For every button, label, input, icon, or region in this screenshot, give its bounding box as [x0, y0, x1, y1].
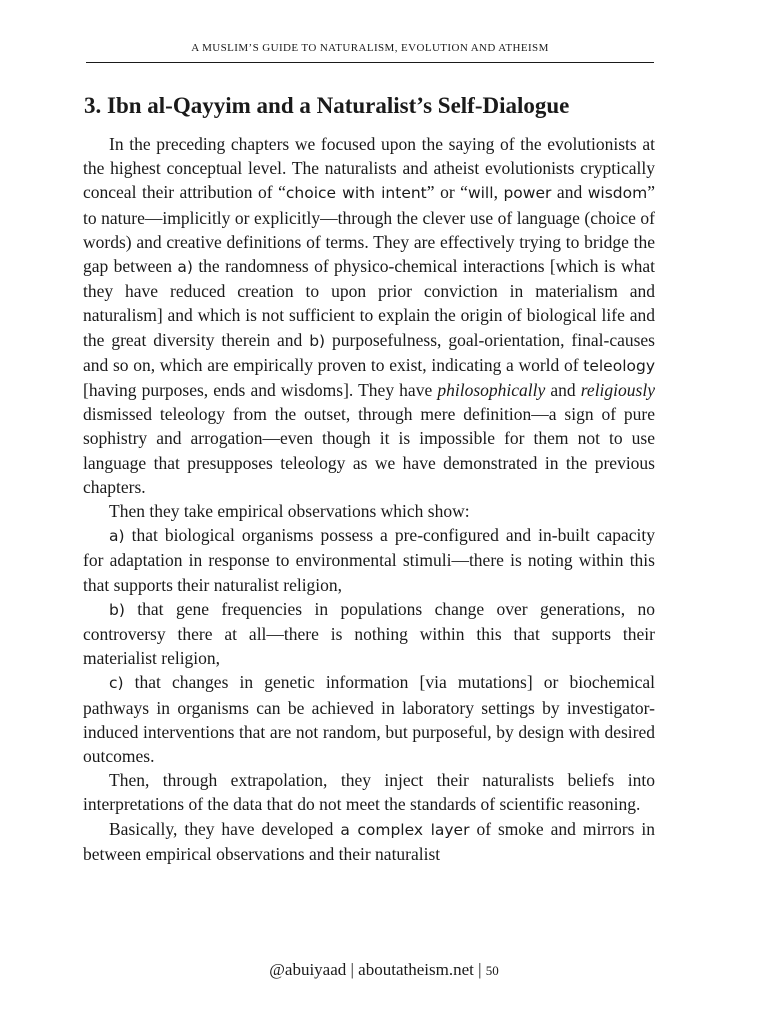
text-run: that biological organisms possess a pre-configured and in-built capacity for adaptation in response to environmental stimuli—there is noting within this that supports their naturalist religion,: [83, 525, 655, 595]
paragraph-7: [83, 817, 655, 866]
footer-handle: @abuiyaad: [269, 960, 347, 979]
header-rule: [86, 62, 654, 63]
list-item-b: [83, 597, 655, 671]
text-run: [having purposes, ends and wisdoms]. They have: [83, 380, 438, 401]
italic-text: philosophically: [437, 380, 546, 401]
text-run: that changes in genetic information [via mutations] or biochemical pathways in organisms can be achieved in laboratory settings by investigator-induced interventions that are not random, but purposeful, by design with desired outcomes.: [83, 672, 655, 767]
text-run: ,: [493, 182, 504, 203]
text-run: and: [545, 380, 581, 401]
list-item-a: [83, 523, 655, 597]
text-run: purposefulness, goal-orientation, final-causes and so on, which are empirically proven to exist, indicating a world of: [83, 329, 655, 375]
paragraph-2: Then they take empirical observations which show:: [109, 501, 470, 522]
text-run: that gene frequencies in populations change over generations, no controversy there at all—there is nothing within this that supports their materialist religion,: [83, 598, 655, 669]
italic-text: religiously: [580, 380, 655, 401]
emphasis: b): [309, 331, 326, 350]
emphasis: a): [177, 258, 193, 277]
paragraph-1: [83, 132, 655, 499]
text-run: and: [551, 182, 588, 203]
emphasis: teleology: [583, 356, 655, 375]
text-run: of smoke and mirrors in between empirical observations and their naturalist: [83, 818, 655, 864]
list-label: c): [109, 674, 124, 693]
list-label: b): [109, 600, 125, 619]
footer-site: aboutatheism.net: [358, 960, 474, 979]
text-run: ” or “: [426, 182, 468, 203]
emphasis: wisdom: [587, 184, 648, 203]
emphasis: will: [467, 184, 494, 203]
page-footer: [0, 960, 768, 980]
list-label: a): [109, 527, 125, 546]
text-run: the randomness of physico-chemical interactions [which is what they have reduced creation to upon prior conviction in materialism and naturalism] and which is not sufficient to explain the origin of biological life and the great diversity therein and: [83, 256, 655, 350]
emphasis: power: [503, 184, 552, 203]
running-header: A MUSLIM’S GUIDE TO NATURALISM, EVOLUTION AND ATHEISM: [191, 42, 549, 54]
list-item-c: [83, 670, 655, 768]
text-run: ” to nature—implicitly or explicitly—through the clever use of language (choice of words) and creative definitions of terms. They are effectively trying to bridge the gap between: [83, 182, 655, 277]
emphasis: a complex layer: [340, 820, 470, 839]
paragraph-6: Then, through extrapolation, they inject their naturalists beliefs into interpretations of the data that do not meet the standards of scientific reasoning.: [83, 770, 655, 815]
footer-separator: |: [346, 960, 359, 979]
body-text: [83, 132, 655, 866]
page-number: 50: [485, 963, 499, 978]
footer-separator: |: [473, 960, 486, 979]
emphasis: choice with intent: [285, 184, 427, 203]
text-run: In the preceding chapters we focused upon the saying of the evolutionists at the highest conceptual level. The naturalists and atheist evolutionists cryptically conceal their attribution of “: [83, 134, 655, 203]
text-run: dismissed teleology from the outset, through mere definition—a sign of pure sophistry and arrogation—even though it is impossible for them not to use language that presupposes teleology as we have demonstrated in the previous chapters.: [83, 404, 655, 497]
text-run: Basically, they have developed: [109, 818, 341, 839]
chapter-title: 3. Ibn al-Qayyim and a Naturalist’s Self-Dialogue: [84, 93, 570, 118]
